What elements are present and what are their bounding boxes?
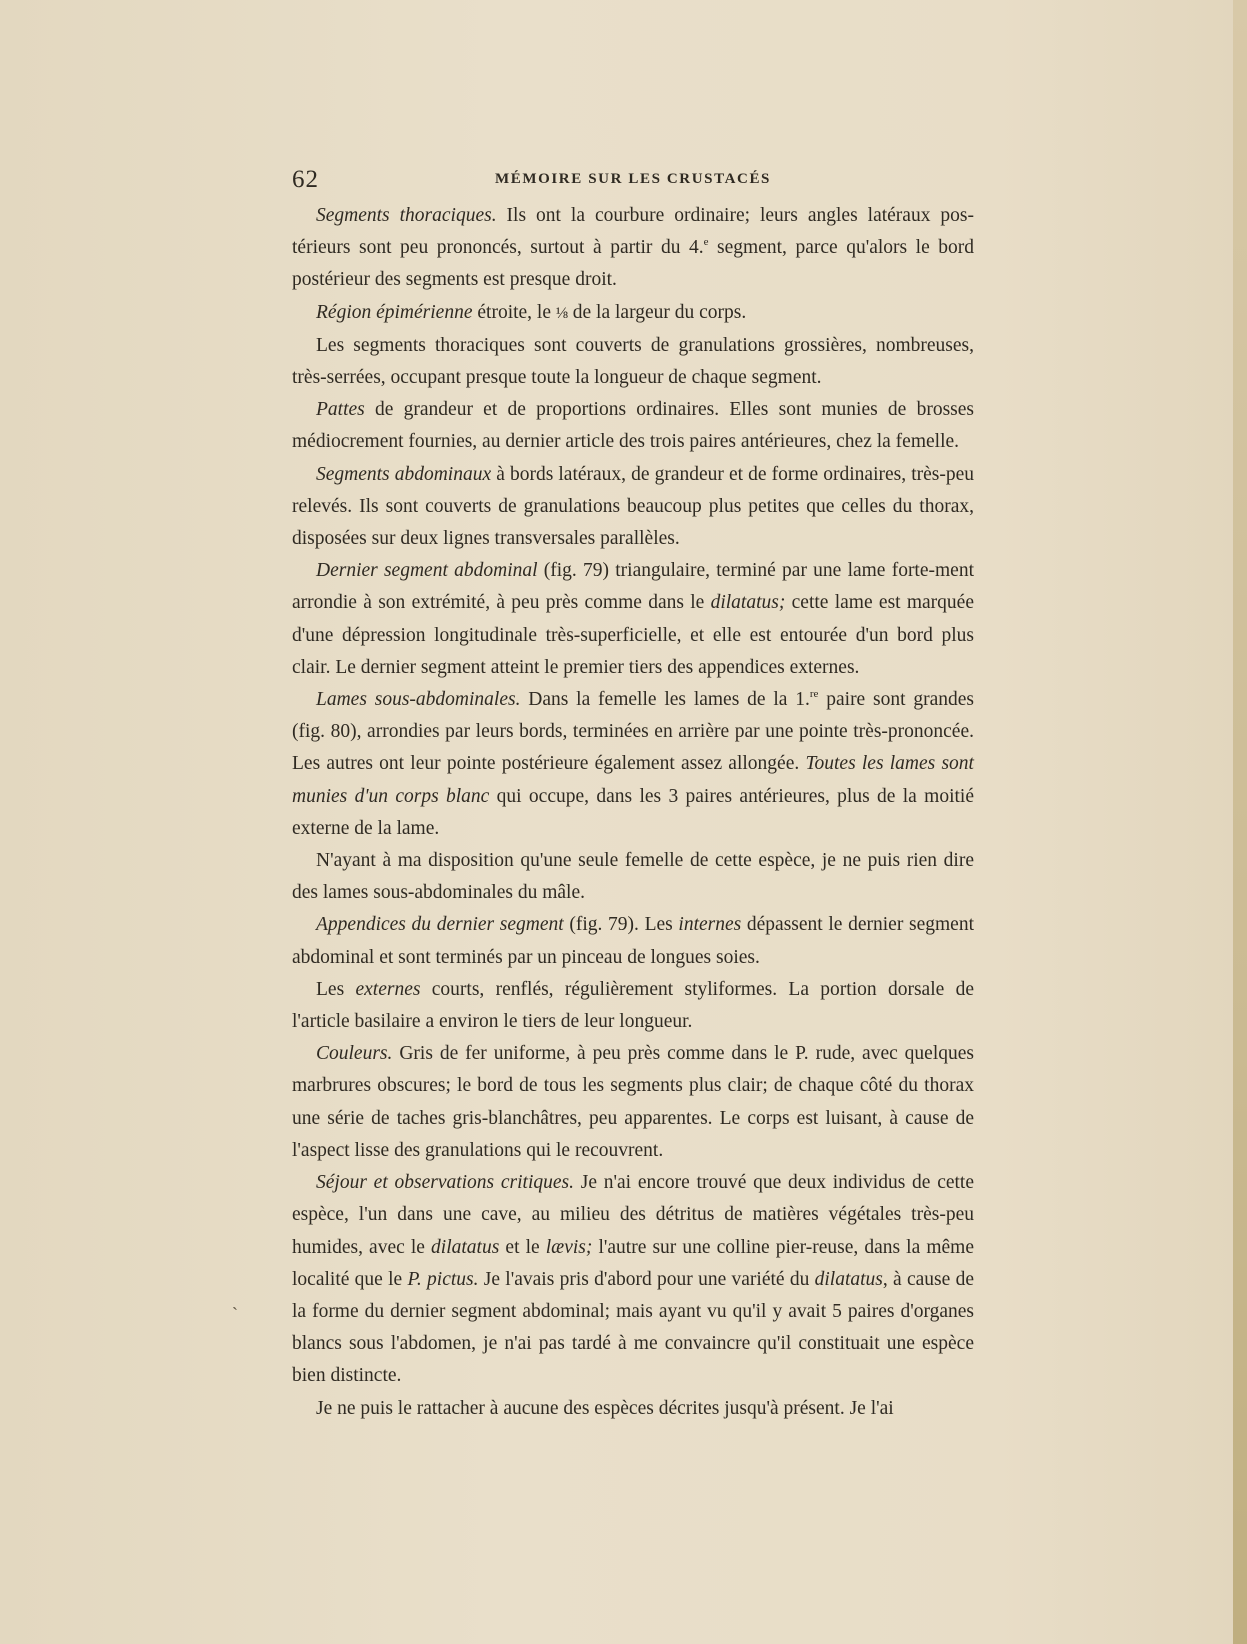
paragraph-sejour: Séjour et observations critiques. Je n'ai encore trouvé que deux individus de cette espèce, l'un dans une cave, au milieu des détritus de matières végétales très-peu humides, avec le dilatatus et le lævis; l'autre sur une colline pier-reuse, dans la même localité que le P. pictus. Je l'avais pris d'abord pour une variété du dilatatus, à cause de la forme du dernier segment abdominal; mais ayant vu qu'il y avait 5 paires d'organes blancs sous l'abdomen, je n'ai pas tardé à me convaincre qu'il constituait une espèce bien distincte.: [292, 1172, 974, 1387]
paragraph-dernier-segment: Dernier segment abdominal (fig. 79) triangulaire, terminé par une lame forte-ment arrondie à son extrémité, à peu près comme dans le dilatatus; cette lame est marquée d'une dépression longitudinale très-superficielle, et elle est entourée d'un bord plus clair. Le dernier segment atteint le premier tiers des appendices externes.: [292, 560, 974, 678]
running-title: MÉMOIRE SUR LES CRUSTACÉS: [494, 171, 771, 187]
margin-mark: ˏ: [232, 1290, 238, 1311]
paragraph-pattes: Pattes de grandeur et de proportions ordinaires. Elles sont munies de brosses médiocrement fournies, au dernier article des trois paires antérieures, chez la femelle.: [292, 399, 974, 453]
page-number: 62: [292, 166, 319, 193]
paragraph-region-epimerienne: Région épimérienne étroite, le ⅛ de la largeur du corps.: [316, 301, 747, 323]
paragraph-segments-thoraciques: Segments thoraciques. Ils ont la courbure ordinaire; leurs angles latéraux pos-térieurs sont peu prononcés, surtout à partir du 4.$^e$ segment, parce qu'alors le bord postérieur des segments est presque droit.: [292, 205, 974, 291]
paragraph-femelle-unique: N'ayant à ma disposition qu'une seule femelle de cette espèce, je ne puis rien dire des lames sous-abdominales du mâle.: [292, 850, 974, 904]
page-edge-stain: [1233, 0, 1247, 1644]
paragraph-granulations-thorax: Les segments thoraciques sont couverts de granulations grossières, nombreuses, très-serrées, occupant presque toute la longueur de chaque segment.: [292, 334, 974, 389]
paragraph-rattacher: Je ne puis le rattacher à aucune des espèces décrites jusqu'à présent. Je l'ai: [316, 1397, 894, 1419]
paragraph-segments-abdominaux: Segments abdominaux à bords latéraux, de grandeur et de forme ordinaires, très-peu relevés. Ils sont couverts de granulations beaucoup plus petites que celles du thorax, disposées sur deux lignes transversales parallèles.: [292, 463, 974, 550]
paragraph-externes: Les externes courts, renflés, régulièrement styliformes. La portion dorsale de l'article basilaire a environ le tiers de leur longueur.: [292, 978, 974, 1033]
paragraph-couleurs: Couleurs. Gris de fer uniforme, à peu près comme dans le P. rude, avec quelques marbrures obscures; le bord de tous les segments plus clair; de chaque côté du thorax une série de taches gris-blanchâtres, peu apparentes. Le corps est luisant, à cause de l'aspect lisse des granulations qui le recouvrent.: [292, 1043, 974, 1161]
paragraph-appendices: Appendices du dernier segment (fig. 79). Les internes dépassent le dernier segment abdominal et sont terminés par un pinceau de longues soies.: [292, 914, 974, 968]
body-text: [292, 200, 974, 1425]
paragraph-lames-sous-abdominales: Lames sous-abdominales. Dans la femelle les lames de la 1.$^{re}$ paire sont grandes (fig. 80), arrondies par leurs bords, terminées en arrière par une pointe très-prononcée. Les autres ont leur pointe postérieure également assez allongée. Toutes les lames sont munies d'un corps blanc qui occupe, dans les 3 paires antérieures, plus de la moitié externe de la lame.: [292, 688, 974, 839]
page-header: [292, 166, 974, 194]
